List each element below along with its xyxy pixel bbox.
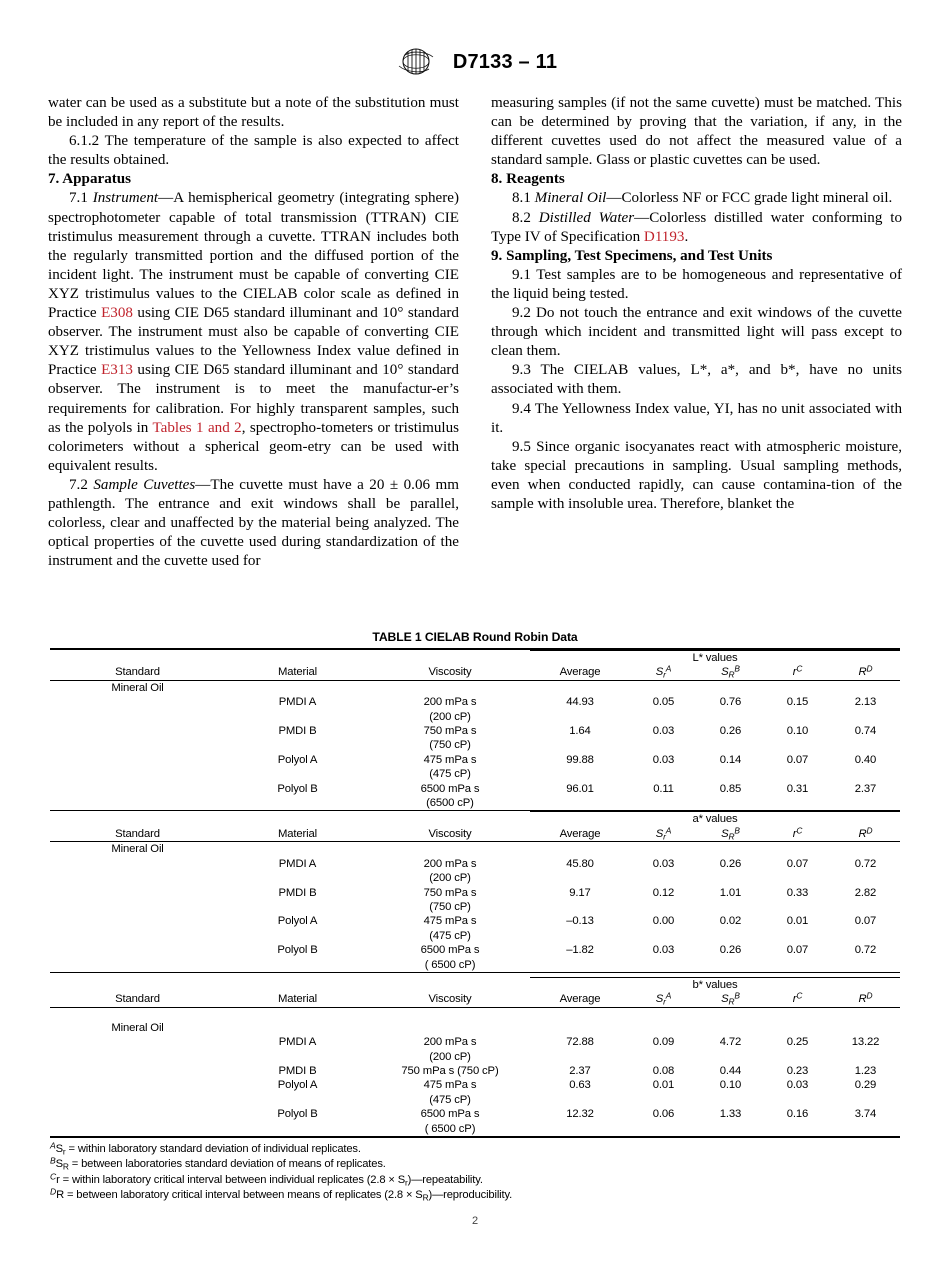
column-header-sR bbox=[697, 992, 764, 1007]
footnote-b bbox=[50, 1157, 900, 1172]
row-standard bbox=[50, 695, 225, 724]
column-header-standard: Standard bbox=[115, 827, 160, 840]
footnote-c-text-end: )—repeatability. bbox=[407, 1173, 483, 1186]
table-row bbox=[50, 782, 900, 811]
column-header-sr bbox=[630, 827, 697, 842]
row-sr: 0.12 bbox=[652, 886, 675, 899]
table-header-row bbox=[50, 992, 900, 1007]
footnote-c-text: = within laboratory critical interval between individual replicates (2.8 × S bbox=[59, 1173, 406, 1186]
row-average: –0.13 bbox=[566, 915, 594, 928]
viscosity-line-1: 6500 mPa s bbox=[420, 782, 480, 795]
row-sr: 0.01 bbox=[652, 1079, 675, 1092]
row-viscosity bbox=[370, 695, 530, 724]
column-header-average: Average bbox=[559, 666, 601, 679]
table-row bbox=[50, 842, 900, 856]
viscosity-line-1: 200 mPa s bbox=[423, 696, 477, 709]
row-sR: 4.72 bbox=[719, 1036, 742, 1049]
row-viscosity bbox=[370, 886, 530, 915]
footnote-a-text: = within laboratory standard deviation of individual replicates. bbox=[65, 1143, 361, 1155]
column-header-sR-superscript: B bbox=[734, 663, 740, 674]
row-material: Polyol B bbox=[277, 944, 318, 957]
row-sr: 0.00 bbox=[652, 915, 675, 928]
row-standard bbox=[50, 1078, 225, 1107]
row-r: 0.16 bbox=[786, 1108, 809, 1121]
section-heading-7: 7. Apparatus bbox=[48, 171, 132, 188]
viscosity-line-2: (200 cP) bbox=[429, 710, 471, 723]
column-header-sR-symbol: S bbox=[721, 993, 729, 1006]
row-material: PMDI B bbox=[278, 886, 317, 899]
row-R: 0.74 bbox=[854, 725, 877, 738]
row-sR: 0.14 bbox=[719, 753, 742, 766]
column-header-R-superscript: D bbox=[866, 825, 873, 836]
footnote-d-text: = between laboratory critical interval between means of replicates (2.8 × S bbox=[64, 1189, 423, 1202]
term-sample-cuvettes: Sample Cuvettes bbox=[93, 476, 196, 493]
row-viscosity bbox=[370, 782, 530, 811]
term-instrument: Instrument bbox=[92, 190, 159, 207]
column-header-sr-subscript: r bbox=[663, 996, 666, 1007]
group-label-blank bbox=[50, 812, 530, 827]
row-material: Polyol A bbox=[277, 753, 318, 766]
footnote-b-symbol: S bbox=[55, 1158, 63, 1171]
table-row bbox=[50, 1078, 900, 1107]
row-sR: 0.10 bbox=[719, 1079, 742, 1092]
row-average: –1.82 bbox=[566, 944, 594, 957]
row-sR: 0.44 bbox=[719, 1064, 742, 1077]
row-r: 0.10 bbox=[786, 725, 809, 738]
footnote-d-text-end: )—reproducibility. bbox=[428, 1189, 513, 1202]
document-designation: D7133 – 11 bbox=[452, 50, 558, 73]
viscosity-line-1: 6500 mPa s bbox=[420, 1108, 480, 1121]
viscosity-line-1: 200 mPa s bbox=[423, 857, 477, 870]
footnote-b-subscript: R bbox=[62, 1161, 69, 1172]
paragraph-number-8-1: 8.1 bbox=[512, 190, 531, 207]
row-sr: 0.06 bbox=[652, 1108, 675, 1121]
group-label: L* values bbox=[530, 651, 900, 666]
column-header-r-superscript: C bbox=[796, 825, 803, 836]
viscosity-line-1: 750 mPa s bbox=[423, 886, 477, 899]
row-average: 96.01 bbox=[566, 782, 594, 795]
paragraph-8-2 bbox=[491, 209, 902, 247]
row-r: 0.33 bbox=[786, 886, 809, 899]
empty-cell bbox=[370, 1021, 530, 1035]
section-heading-9: 9. Sampling, Test Specimens, and Test Units bbox=[491, 247, 773, 264]
paragraph-number-7-1: 7.1 bbox=[69, 190, 88, 207]
column-header-R-symbol: R bbox=[858, 827, 867, 840]
empty-cell bbox=[225, 842, 370, 856]
row-average: 12.32 bbox=[566, 1108, 594, 1121]
table-header-row bbox=[50, 827, 900, 842]
row-R: 1.23 bbox=[854, 1064, 877, 1077]
table-row bbox=[50, 886, 900, 915]
row-R: 13.22 bbox=[851, 1036, 880, 1049]
page-header bbox=[0, 40, 950, 84]
viscosity-line-2: ( 6500 cP) bbox=[424, 958, 476, 971]
footnote-d-subscript: R bbox=[422, 1192, 429, 1203]
row-r: 0.25 bbox=[786, 1036, 809, 1049]
footnote-c bbox=[50, 1173, 900, 1188]
page-number: 2 bbox=[471, 1215, 479, 1227]
paragraph-7-1-text-c: using CIE D65 standard illuminant and 10° standard observer. The instrument is to meet the manufactur-er’s requirements for calibration. For highly transparent samples, such as the polyols in bbox=[48, 362, 459, 436]
column-header-R bbox=[831, 992, 900, 1007]
row-sR: 1.33 bbox=[719, 1108, 742, 1121]
empty-cell bbox=[831, 1021, 900, 1035]
empty-cell bbox=[630, 681, 697, 695]
column-header-viscosity: Viscosity bbox=[428, 827, 472, 840]
viscosity-line-2: (200 cP) bbox=[429, 1050, 471, 1063]
right-column bbox=[491, 94, 902, 571]
footnote-a-subscript: r bbox=[62, 1146, 66, 1157]
column-header-R-symbol: R bbox=[858, 993, 867, 1006]
term-distilled-water: Distilled Water bbox=[538, 209, 635, 226]
row-viscosity bbox=[370, 1064, 530, 1078]
row-material: Polyol B bbox=[277, 1108, 318, 1121]
row-average: 45.80 bbox=[566, 857, 594, 870]
row-viscosity bbox=[370, 1078, 530, 1107]
column-header-R-superscript: D bbox=[866, 990, 873, 1001]
row-r: 0.07 bbox=[786, 944, 809, 957]
column-header-r bbox=[764, 665, 831, 680]
row-sR: 0.26 bbox=[719, 857, 742, 870]
group-label-blank bbox=[50, 977, 530, 992]
table-row bbox=[50, 857, 900, 886]
column-header-average: Average bbox=[559, 827, 601, 840]
spacer-cell bbox=[50, 1008, 900, 1021]
empty-cell bbox=[764, 1021, 831, 1035]
paragraph-8-1-text: —Colorless NF or FCC grade light mineral oil. bbox=[606, 190, 893, 207]
table-caption: TABLE 1 CIELAB Round Robin Data bbox=[372, 630, 578, 644]
row-viscosity bbox=[370, 1107, 530, 1137]
row-viscosity bbox=[370, 857, 530, 886]
column-header-sr-superscript: A bbox=[665, 663, 672, 674]
table-body bbox=[50, 649, 900, 1138]
column-header-r bbox=[764, 827, 831, 842]
row-average: 2.37 bbox=[569, 1064, 591, 1077]
column-header-sR bbox=[697, 665, 764, 680]
paragraph-9-3: 9.3 The CIELAB values, L*, a*, and b*, have no units associated with them. bbox=[491, 362, 902, 398]
row-sr: 0.03 bbox=[652, 944, 675, 957]
paragraph-8-2-text-b: . bbox=[684, 228, 689, 245]
empty-cell bbox=[764, 681, 831, 695]
paragraph-6-1-2: 6.1.2 The temperature of the sample is also expected to affect the results obtained. bbox=[48, 133, 459, 169]
paragraph-7-2 bbox=[48, 476, 459, 571]
row-material: PMDI A bbox=[278, 857, 317, 870]
column-header-viscosity: Viscosity bbox=[428, 666, 472, 679]
link-e308[interactable]: E308 bbox=[101, 305, 133, 322]
empty-cell bbox=[831, 681, 900, 695]
section-heading-8: 8. Reagents bbox=[491, 171, 565, 188]
column-header-sr-superscript: A bbox=[665, 825, 672, 836]
table-row bbox=[50, 1107, 900, 1137]
column-header-sr-subscript: r bbox=[663, 669, 666, 680]
empty-cell bbox=[630, 842, 697, 856]
row-average: 1.64 bbox=[569, 725, 591, 738]
column-header-r-superscript: C bbox=[796, 990, 803, 1001]
empty-cell bbox=[370, 681, 530, 695]
column-header-R bbox=[831, 665, 900, 680]
column-header-standard: Standard bbox=[115, 666, 160, 679]
link-e313[interactable]: E313 bbox=[101, 362, 133, 379]
column-header-material: Material bbox=[278, 666, 317, 679]
row-r: 0.01 bbox=[786, 915, 809, 928]
paragraph-6-1-1-continued: water can be used as a substitute but a note of the substitution must be included in any report of the results. bbox=[48, 95, 459, 131]
row-average: 9.17 bbox=[569, 886, 591, 899]
paragraph-7-1-text-b: using CIE D65 standard illuminant and 10° standard observer. The instrument must also be capable of converting CIE XYZ tristimulus values to the Yellowness Index value defined in Practice bbox=[48, 305, 459, 379]
group-label-row bbox=[50, 651, 900, 666]
footnote-c-symbol: r bbox=[56, 1173, 60, 1186]
row-standard bbox=[50, 1035, 225, 1064]
viscosity-line-2: (475 cP) bbox=[429, 929, 471, 942]
empty-cell bbox=[764, 842, 831, 856]
row-standard bbox=[50, 857, 225, 886]
table-row bbox=[50, 1035, 900, 1064]
row-R: 0.40 bbox=[854, 753, 877, 766]
row-material: PMDI A bbox=[278, 696, 317, 709]
row-sr: 0.08 bbox=[652, 1064, 675, 1077]
row-r: 0.15 bbox=[786, 696, 809, 709]
row-sr: 0.05 bbox=[652, 696, 675, 709]
row-r: 0.03 bbox=[786, 1079, 809, 1092]
viscosity-line-2: (750 cP) bbox=[429, 739, 471, 752]
column-header-R bbox=[831, 827, 900, 842]
group-label-blank bbox=[50, 651, 530, 666]
column-header-material: Material bbox=[278, 827, 317, 840]
column-header-standard: Standard bbox=[115, 993, 160, 1006]
row-average: 99.88 bbox=[566, 753, 594, 766]
row-material: PMDI B bbox=[278, 1064, 317, 1077]
row-R: 2.82 bbox=[854, 886, 877, 899]
paragraph-8-1 bbox=[491, 189, 902, 208]
paragraph-7-1 bbox=[48, 189, 459, 475]
row-R: 0.72 bbox=[854, 857, 877, 870]
viscosity-line-2: (475 cP) bbox=[429, 1093, 471, 1106]
standard-name: Mineral Oil bbox=[111, 681, 164, 694]
row-standard bbox=[50, 1064, 225, 1078]
row-average: 44.93 bbox=[566, 696, 594, 709]
row-sr: 0.03 bbox=[652, 753, 675, 766]
left-column bbox=[48, 94, 459, 571]
group-label-row bbox=[50, 977, 900, 992]
row-R: 0.72 bbox=[854, 944, 877, 957]
viscosity-line-1: 6500 mPa s bbox=[420, 944, 480, 957]
link-tables-1-and-2[interactable]: Tables 1 and 2 bbox=[152, 419, 242, 436]
row-viscosity bbox=[370, 943, 530, 972]
empty-cell bbox=[370, 842, 530, 856]
column-header-sr-symbol: S bbox=[655, 993, 664, 1006]
row-material: PMDI B bbox=[278, 725, 317, 738]
footnote-a-symbol: S bbox=[55, 1143, 63, 1155]
paragraph-number-7-2: 7.2 bbox=[69, 476, 88, 493]
table-header-row bbox=[50, 665, 900, 680]
footnote-c-subscript: r bbox=[405, 1177, 408, 1188]
link-d1193[interactable]: D1193 bbox=[643, 228, 685, 245]
term-mineral-oil: Mineral Oil bbox=[534, 190, 607, 207]
row-viscosity bbox=[370, 1035, 530, 1064]
paragraph-number-8-2: 8.2 bbox=[512, 209, 531, 226]
group-label: a* values bbox=[530, 812, 900, 827]
row-r: 0.23 bbox=[786, 1064, 809, 1077]
footnote-d bbox=[50, 1188, 900, 1203]
column-header-R-superscript: D bbox=[866, 663, 873, 674]
column-header-sr-subscript: r bbox=[663, 831, 666, 842]
paragraph-7-1-text-a: —A hemispherical geometry (integrating sphere) spectrophotometer capable of total transmission (TTRAN) CIE tristimulus measurement through a cuvette. TTRAN includes both the regularly transmitted portion and the diffused portion of the incident light. The instrument must be capable of converting CIE XYZ tristimulus values to the CIELAB color scale as defined in Practice bbox=[48, 190, 459, 322]
row-viscosity bbox=[370, 914, 530, 943]
paragraph-9-5: 9.5 Since organic isocyanates react with atmospheric moisture, take special precautions in sampling. Usual sampling methods, even when conducted rapidly, can cause contamina-tion of the sample with insoluble urea. Therefore, blanket the bbox=[491, 438, 902, 512]
empty-cell bbox=[697, 842, 764, 856]
table-row bbox=[50, 1064, 900, 1078]
footnote-b-text: = between laboratories standard deviation of means of replicates. bbox=[68, 1158, 386, 1171]
empty-cell bbox=[697, 1021, 764, 1035]
row-sr: 0.09 bbox=[652, 1036, 675, 1049]
row-average: 72.88 bbox=[566, 1036, 594, 1049]
column-header-sR-subscript: R bbox=[728, 996, 735, 1007]
column-header-sR-subscript: R bbox=[728, 831, 735, 842]
column-header-r bbox=[764, 992, 831, 1007]
viscosity-line-2: (6500 cP) bbox=[426, 797, 474, 810]
empty-cell bbox=[530, 842, 630, 856]
row-average: 0.63 bbox=[569, 1079, 591, 1092]
row-sR: 0.85 bbox=[719, 782, 742, 795]
row-material: Polyol B bbox=[277, 782, 318, 795]
table-row bbox=[50, 681, 900, 695]
table-row bbox=[50, 943, 900, 972]
row-viscosity bbox=[370, 724, 530, 753]
row-standard bbox=[50, 782, 225, 811]
table-1-container bbox=[50, 630, 900, 1204]
footnote-mark-c: C bbox=[50, 1171, 57, 1182]
viscosity-line-2: ( 6500 cP) bbox=[424, 1122, 476, 1135]
empty-cell bbox=[225, 681, 370, 695]
paragraph-7-1-text-d: , spectropho-tometers or tristimulus colorimeters without a spherical geom-etry can be used with equivalent results. bbox=[48, 419, 459, 474]
row-r: 0.31 bbox=[786, 782, 809, 795]
row-sR: 0.26 bbox=[719, 944, 742, 957]
row-standard bbox=[50, 914, 225, 943]
viscosity-line-1: 750 mPa s (750 cP) bbox=[401, 1064, 499, 1077]
column-header-material: Material bbox=[278, 993, 317, 1006]
column-header-r-symbol: r bbox=[792, 827, 797, 840]
empty-cell bbox=[530, 681, 630, 695]
row-R: 0.29 bbox=[854, 1079, 877, 1092]
viscosity-line-2: (750 cP) bbox=[429, 900, 471, 913]
standard-spacer bbox=[50, 1008, 900, 1021]
empty-cell bbox=[831, 842, 900, 856]
row-r: 0.07 bbox=[786, 857, 809, 870]
standard-name: Mineral Oil bbox=[111, 843, 164, 856]
column-header-sR bbox=[697, 827, 764, 842]
table-row bbox=[50, 914, 900, 943]
viscosity-line-2: (475 cP) bbox=[429, 768, 471, 781]
viscosity-line-1: 750 mPa s bbox=[423, 725, 477, 738]
row-sR: 0.76 bbox=[719, 696, 742, 709]
viscosity-line-1: 475 mPa s bbox=[423, 753, 477, 766]
row-sr: 0.03 bbox=[652, 857, 675, 870]
column-header-sR-subscript: R bbox=[728, 669, 735, 680]
viscosity-line-1: 475 mPa s bbox=[423, 1079, 477, 1092]
paragraph-9-4: 9.4 The Yellowness Index value, YI, has no unit associated with it. bbox=[491, 400, 902, 436]
viscosity-line-1: 200 mPa s bbox=[423, 1036, 477, 1049]
table-row bbox=[50, 695, 900, 724]
column-header-r-symbol: r bbox=[792, 993, 797, 1006]
row-material: Polyol A bbox=[277, 915, 318, 928]
row-sr: 0.03 bbox=[652, 725, 675, 738]
column-header-sr-superscript: A bbox=[665, 990, 672, 1001]
row-R: 0.07 bbox=[854, 915, 877, 928]
astm-logo-icon bbox=[393, 46, 439, 78]
paragraph-9-2: 9.2 Do not touch the entrance and exit windows of the cuvette through which incident and transmitted light will pass except to clean them. bbox=[491, 305, 902, 360]
footnote-mark-b: B bbox=[50, 1155, 56, 1166]
table-1-cielab-round-robin-data bbox=[50, 648, 900, 1138]
paragraph-7-2-text: —The cuvette must have a 20 ± 0.06 mm pathlength. The entrance and exit windows shall be parallel, colorless, clear and unaffected by the material being analyzed. The optical properties of the cuvette used during standardization of the instrument and the cuvette used for bbox=[48, 476, 459, 570]
paragraph-7-2-continued: measuring samples (if not the same cuvette) must be matched. This can be determined by proving that the variation, if any, in the different cuvettes used do not affect the measured value of a standard sample. Glass or plastic cuvettes can be used. bbox=[491, 95, 902, 169]
column-header-sr-symbol: S bbox=[655, 827, 664, 840]
paragraph-9-1: 9.1 Test samples are to be homogeneous and representative of the liquid being tested. bbox=[491, 266, 902, 302]
row-standard bbox=[50, 753, 225, 782]
group-label: b* values bbox=[530, 977, 900, 992]
column-header-sR-superscript: B bbox=[734, 990, 740, 1001]
column-header-viscosity: Viscosity bbox=[428, 993, 472, 1006]
footnote-mark-a: A bbox=[50, 1140, 56, 1151]
row-r: 0.07 bbox=[786, 753, 809, 766]
empty-cell bbox=[530, 1021, 630, 1035]
body-columns bbox=[48, 94, 902, 571]
empty-cell bbox=[697, 681, 764, 695]
footnote-a bbox=[50, 1142, 900, 1157]
row-sR: 0.26 bbox=[719, 725, 742, 738]
footnote-mark-d: D bbox=[50, 1186, 57, 1197]
row-R: 3.74 bbox=[854, 1108, 877, 1121]
row-sR: 1.01 bbox=[719, 886, 742, 899]
table-footnotes bbox=[50, 1138, 900, 1204]
row-standard bbox=[50, 943, 225, 972]
row-standard bbox=[50, 1107, 225, 1137]
row-R: 2.13 bbox=[854, 696, 877, 709]
row-standard bbox=[50, 724, 225, 753]
row-sr: 0.11 bbox=[653, 782, 674, 795]
column-header-sR-symbol: S bbox=[721, 666, 729, 679]
footnote-d-symbol: R bbox=[56, 1189, 64, 1202]
table-row bbox=[50, 1021, 900, 1035]
column-header-sR-superscript: B bbox=[734, 825, 740, 836]
column-header-sr bbox=[630, 992, 697, 1007]
paragraph-8-2-text-a: —Colorless distilled water conforming to Type IV of Specification bbox=[491, 209, 902, 245]
column-header-r-symbol: r bbox=[792, 666, 797, 679]
row-viscosity bbox=[370, 753, 530, 782]
column-header-sr-symbol: S bbox=[655, 666, 664, 679]
column-header-R-symbol: R bbox=[858, 666, 867, 679]
row-material: PMDI A bbox=[278, 1036, 317, 1049]
table-row bbox=[50, 724, 900, 753]
standard-name: Mineral Oil bbox=[111, 1021, 164, 1034]
column-header-sr bbox=[630, 665, 697, 680]
row-material: Polyol A bbox=[277, 1079, 318, 1092]
row-R: 2.37 bbox=[854, 782, 877, 795]
empty-cell bbox=[225, 1021, 370, 1035]
row-standard bbox=[50, 886, 225, 915]
column-header-r-superscript: C bbox=[796, 663, 803, 674]
group-label-row bbox=[50, 812, 900, 827]
viscosity-line-1: 475 mPa s bbox=[423, 915, 477, 928]
column-header-sR-symbol: S bbox=[721, 827, 729, 840]
column-header-average: Average bbox=[559, 993, 601, 1006]
empty-cell bbox=[630, 1021, 697, 1035]
viscosity-line-2: (200 cP) bbox=[429, 872, 471, 885]
row-sR: 0.02 bbox=[719, 915, 742, 928]
table-row bbox=[50, 753, 900, 782]
